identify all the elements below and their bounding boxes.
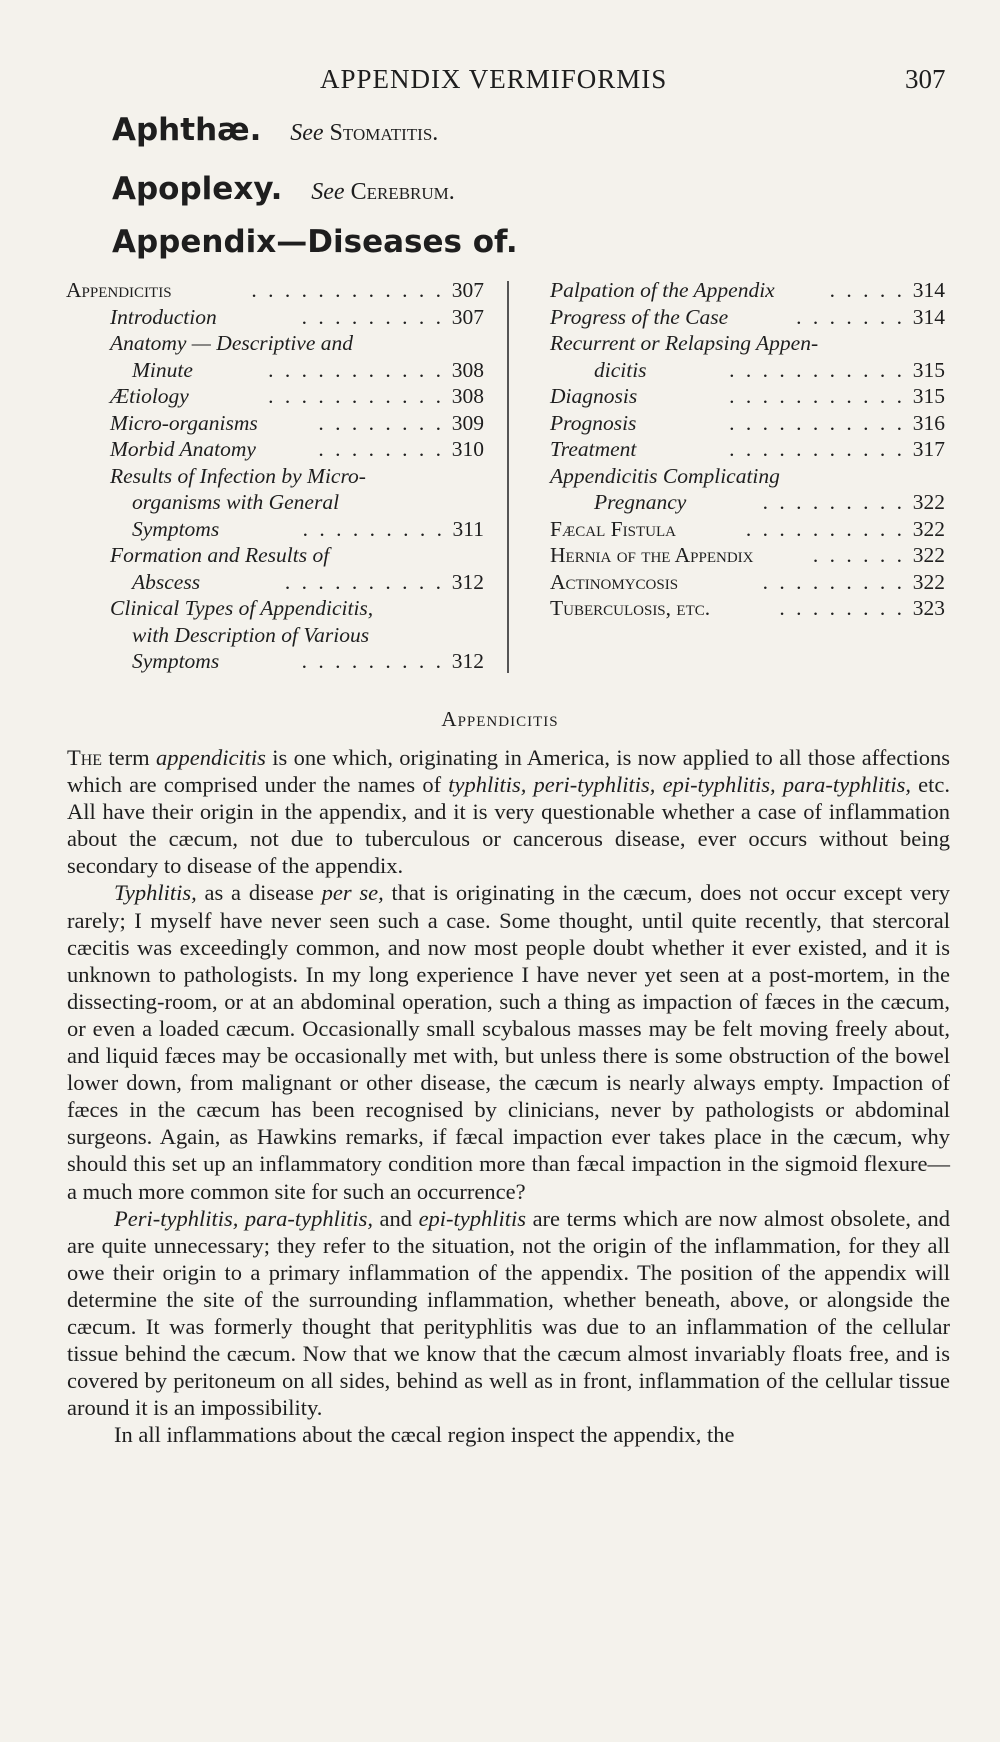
toc-entry-title: Fæcal Fistula	[550, 516, 676, 541]
toc-leader-dots: . . . . . . . . . . . .	[251, 278, 444, 302]
toc-leader-dots: . . . . . . . . .	[301, 649, 444, 673]
toc-entry-title: Tuberculosis, etc.	[550, 596, 711, 620]
toc-entry-title: Abscess	[132, 569, 201, 594]
entry-word: Aphthæ.	[112, 112, 262, 148]
toc-leader-dots: . . . . . . . . .	[302, 516, 445, 541]
toc-leader-dots: . . . . . . . . . . .	[729, 437, 905, 461]
toc-entry-title: Micro-organisms	[110, 410, 258, 435]
paragraph: Typhlitis, as a disease per se, that is originating in the cæcum, does not occur except very rarely; I myself have never seen such a case. Some thought, until quite recently, that stercoral cæcitis was exceedingly common, and now most people doubt whether it ever existed, and it is unknown to pathologists. In my long experience I have never yet seen at a post-mortem, in the dissecting-room, or at an abdominal operation, such a thing as impaction of fæces in the cæcum, or even a loaded cæcum. Occasionally small scybalous masses may be felt moving freely about, and liquid fæces may be occasionally met with, but unless there is some obstruction of the bowel lower down, from malignant or other disease, the cæcum is nearly always empty. Impaction of fæces in the cæcum has been recognised by clinicians, never by pathologists or abdominal surgeons. Again, as Hawkins remarks, if fæcal impaction ever takes place in the cæcum, why should this set up an inflammatory condition more than fæcal impaction in the sigmoid flexure—a much more common site for such an occurrence?	[67, 880, 950, 1204]
see-target: Cerebrum.	[350, 179, 455, 205]
toc-entry	[550, 436, 945, 463]
toc-leader-dots: . . . . . . . . .	[301, 304, 444, 329]
toc-entry-page: 312	[451, 569, 484, 594]
toc-entry-title: organisms with General	[132, 490, 340, 514]
see-label: See	[290, 120, 324, 146]
toc-entry	[66, 542, 484, 569]
toc-entry-title: Morbid Anatomy	[110, 437, 256, 461]
toc-entry	[550, 304, 945, 331]
toc-entry-page: 315	[912, 357, 945, 382]
toc-entry-title: dicitis	[594, 357, 647, 382]
toc-entry-title: Prognosis	[550, 410, 637, 435]
toc-entry	[66, 357, 484, 384]
toc-entry-page: 316	[912, 410, 945, 435]
toc-entry-page: 315	[912, 384, 945, 408]
toc-entry-title: Formation and Results of	[110, 543, 330, 567]
toc-entry	[66, 516, 484, 543]
toc-entry	[550, 410, 945, 437]
toc-entry-page: 323	[912, 596, 945, 620]
toc-leader-dots: . . . . . . . .	[318, 410, 444, 435]
toc-entry-page: 322	[912, 516, 945, 541]
running-title: APPENDIX VERMIFORMIS	[320, 64, 668, 94]
toc-entry	[66, 383, 484, 410]
paragraph: Peri-typhlitis, para-typhlitis, and epi-typhlitis are terms which are now almost obsolete, and are quite unnecessary; they refer to the situation, not the origin of the inflammation, for they all owe their origin to a primary inflammation of the appendix. The position of the appendix will determine the site of the surrounding inflammation, whether beneath, above, or alongside the cæcum. It was formerly thought that perityphlitis was due to an inflammation of the cellular tissue behind the cæcum. Now that we know that the cæcum almost invariably floats free, and is covered by peritoneum on all sides, behind as well as in front, inflammation of the cellular tissue around it is an impossibility.	[67, 1205, 950, 1421]
toc-entry	[66, 304, 484, 331]
toc-entry	[66, 489, 484, 516]
toc-entry	[66, 330, 484, 357]
toc-entry	[66, 648, 484, 675]
toc-entry-title: Treatment	[550, 437, 637, 461]
toc-leader-dots: . . . . . . . . . . .	[729, 357, 905, 382]
toc-entry	[550, 330, 945, 357]
toc-entry-page: 307	[451, 278, 484, 302]
toc-entry	[66, 569, 484, 596]
toc-entry-title: Symptoms	[132, 516, 220, 541]
toc-leader-dots: . . . . . . . . . .	[745, 516, 905, 541]
toc-entry-title: Appendicitis	[66, 278, 172, 302]
toc-entry-title: Introduction	[110, 304, 217, 329]
toc-entry-title: Clinical Types of Appendicitis,	[110, 596, 374, 620]
toc-entry	[66, 595, 484, 622]
toc-entry	[66, 277, 484, 304]
toc-entry	[550, 595, 945, 622]
toc-entry-title: Symptoms	[132, 649, 220, 673]
toc-leader-dots: . . . . . . . . .	[762, 490, 905, 514]
toc-entry-title: Anatomy — Descriptive and	[110, 331, 354, 355]
toc-leader-dots: . . . . .	[829, 278, 905, 302]
section-heading: Appendicitis	[441, 707, 559, 731]
toc-entry-title: Appendicitis Complicating	[550, 463, 780, 488]
toc-entry-page: 317	[912, 437, 945, 461]
toc-entry-title: Diagnosis	[550, 384, 638, 408]
toc-entry-title: Palpation of the Appendix	[550, 278, 775, 302]
toc-entry-title: Progress of the Case	[550, 304, 729, 329]
toc-leader-dots: . . . . . . . .	[779, 596, 905, 620]
toc-entry	[550, 516, 945, 543]
toc-entry	[550, 569, 945, 596]
toc-leader-dots: . . . . . .	[812, 543, 905, 567]
paragraph: The term appendicitis is one which, originating in America, is now applied to all those affections which are comprised under the names of typhlitis, peri-typhlitis, epi-typhlitis, para-typhlitis, etc. All have their origin in the appendix, and it is very questionable whether a case of inflammation about the cæcum, not due to tuberculous or cancerous disease, ever occurs without being secondary to disease of the appendix.	[67, 745, 950, 879]
toc-entry-page: 322	[912, 543, 945, 567]
toc-right-column	[550, 277, 945, 622]
toc-entry-page: 322	[912, 490, 945, 514]
toc-entry-title: Actinomycosis	[550, 569, 679, 594]
toc-entry-title: Ætiology	[110, 384, 189, 408]
toc-leader-dots: . . . . . . . . . .	[284, 569, 444, 594]
toc-leader-dots: . . . . . . . . . . .	[729, 410, 905, 435]
toc-entry	[66, 463, 484, 490]
entry-appendix	[112, 224, 518, 260]
toc-leader-dots: . . . . . . . . . . .	[729, 384, 905, 408]
toc-entry-page: 308	[451, 357, 484, 382]
toc-leader-dots: . . . . . . .	[796, 304, 905, 329]
entry-apoplexy	[112, 171, 455, 207]
toc-entry-page: 322	[912, 569, 945, 594]
toc-entry-page: 311	[452, 516, 484, 541]
toc-entry-page: 307	[451, 304, 484, 329]
see-label: See	[311, 179, 345, 205]
toc-entry-title: Minute	[132, 357, 193, 382]
toc-entry-title: Pregnancy	[594, 490, 687, 514]
entry-reference	[290, 120, 438, 146]
toc-leader-dots: . . . . . . . . . . .	[268, 384, 444, 408]
toc-entry-title: Hernia of the Appendix	[550, 543, 754, 567]
toc-entry-title: with Description of Various	[132, 622, 370, 647]
toc-divider	[507, 281, 509, 673]
toc-left-column	[66, 277, 484, 675]
toc-entry	[550, 542, 945, 569]
entry-reference	[311, 179, 455, 205]
entry-word: Apoplexy.	[112, 171, 283, 207]
toc-entry-page: 314	[912, 278, 945, 302]
toc-entry	[550, 383, 945, 410]
toc-leader-dots: . . . . . . . .	[318, 437, 444, 461]
toc-entry	[550, 489, 945, 516]
toc-entry-page: 314	[912, 304, 945, 329]
paragraph: In all inflammations about the cæcal region inspect the appendix, the	[114, 1422, 735, 1448]
toc-entry	[550, 277, 945, 304]
toc-entry	[66, 436, 484, 463]
toc-entry	[66, 622, 484, 649]
toc-entry	[66, 410, 484, 437]
toc-entry-page: 308	[451, 384, 484, 408]
toc-entry-page: 312	[451, 649, 484, 673]
toc-entry	[550, 357, 945, 384]
body-text	[67, 744, 950, 1448]
toc-entry-title: Recurrent or Relapsing Appen-	[550, 331, 819, 355]
toc-leader-dots: . . . . . . . . .	[762, 569, 905, 594]
lead-word: The	[67, 745, 103, 770]
toc-entry-page: 309	[451, 410, 484, 435]
toc-entry-page: 310	[451, 437, 484, 461]
entry-word: Appendix—Diseases of.	[112, 224, 518, 260]
toc-entry	[550, 463, 945, 490]
table-of-contents	[66, 277, 946, 677]
entry-aphthae	[112, 112, 438, 148]
running-head	[0, 64, 1000, 100]
toc-entry-title: Results of Infection by Micro-	[110, 463, 366, 488]
toc-leader-dots: . . . . . . . . . . .	[268, 357, 444, 382]
page-number: 307	[905, 64, 946, 94]
see-target: Stomatitis.	[329, 120, 439, 146]
